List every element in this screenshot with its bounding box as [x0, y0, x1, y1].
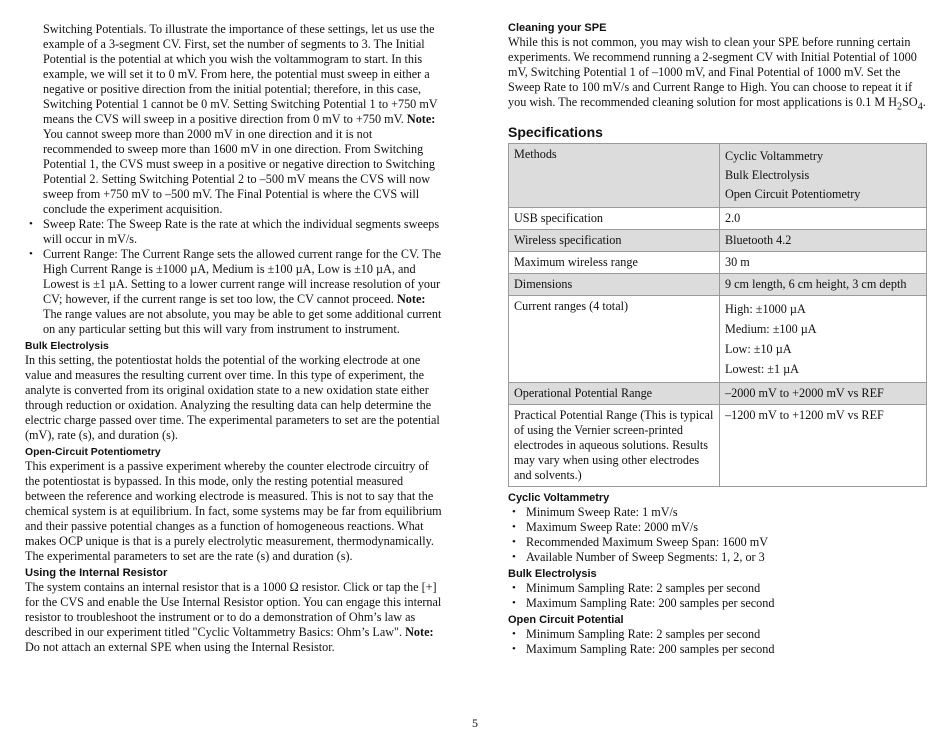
page-number: 5: [472, 716, 478, 730]
switching-potentials-paragraph: Switching Potentials. To illustrate the importance of these settings, let us use the example of a 3-segment CV. First, set the number of segments to 3. The Initial Potential is the potential at which you wish the voltammogram to start. In this example, we will set it to 0 mV. From here, the potential must sweep in either a negative or positive direction from the initial potential; therefore, in this case, Switching Potential 1 cannot be 0 mV. Setting Switching Potential 1 to +750 mV means the CVS will sweep in a positive direction from 0 mV to +750 mV. Note: You cannot sweep more than 2000 mV in one direction and it is not recommended to sweep more than 1600 mV in one direction. From Switching Potential 1, the CVS must sweep in a positive or negative direction to Switching Potential 2. Setting Switching Potential 2 to –500 mV means the CVS will now sweep from +750 mV to –500 mV. The Final Potential is where the CVS will conclude the experiment acquisition.: [43, 22, 438, 216]
be-spec-heading: Bulk Electrolysis: [508, 568, 597, 581]
ocp-heading: Open-Circuit Potentiometry: [25, 447, 161, 458]
bulk-electrolysis-paragraph: In this setting, the potentiostat holds the potential of the working electrode at one value and measures the resulting current over time. In this type of experiment, the analyte is converted from its original oxidation state to a new oxidation state either through reduction or oxidation. Analyzing the resulting data can help determine the electric charge passed over time. The experimental parameters to set are the potential (mV), rate (s), and duration (s).: [25, 353, 440, 442]
table-row: Wireless specification Bluetooth 4.2: [509, 230, 927, 252]
be-spec-list: [508, 581, 926, 611]
table-row: USB specification 2.0: [509, 208, 927, 230]
list-item: • Minimum Sweep Rate: 1 mV/s: [508, 505, 926, 520]
table-row: Dimensions 9 cm length, 6 cm height, 3 cm depth: [509, 274, 927, 296]
table-row: Current ranges (4 total) High: ±1000 µA Medium: ±100 µA Low: ±10 µA Lowest: ±1 µA: [509, 296, 927, 383]
right-column: [508, 22, 926, 657]
left-column: [25, 22, 443, 655]
table-row: Practical Potential Range (This is typical of using the Vernier screen-printed electrodes in aqueous solutions. Results may vary when using other electrodes and solvents.) –1200 mV to +1200 mV vs REF: [509, 405, 927, 487]
cv-spec-list: [508, 505, 926, 565]
list-item: • Sweep Rate: The Sweep Rate is the rate at which the individual segments sweeps will occur in mV/s.: [25, 217, 443, 247]
oc-spec-list: [508, 627, 926, 657]
specifications-table: [508, 143, 927, 487]
list-item: • Maximum Sampling Rate: 200 samples per second: [508, 642, 926, 657]
ocp-paragraph: This experiment is a passive experiment whereby the counter electrode circuitry of the potentiostat is bypassed. In this mode, only the resting potential measured between the reference and working electrode is measured. This is not to say that the chemical system is at equilibrium. In fact, some systems may be far from equilibrium and their passive potential changes as a function of homogeneous reactions. What makes OCP unique is that is a purely electrolytic measurement, thermodynamically. The experimental parameters to set are the rate (s) and duration (s).: [25, 459, 442, 563]
internal-resistor-heading: Using the Internal Resistor: [25, 567, 168, 579]
list-item: • Current Range: The Current Range sets the allowed current range for the CV. The High Current Range is ±1000 µA, Medium is ±100 µA, Low is ±10 µA, and Lowest is ±1 µA. Setting to a lower current range will increase resolution of your CV; however, if the current range is set too low, the CV cannot proceed. Note: The range values are not absolute, you may be able to get some additional current on any particular setting but this will vary from instrument to instrument.: [25, 247, 443, 337]
cleaning-heading: Cleaning your SPE: [508, 22, 607, 34]
list-item: • Available Number of Sweep Segments: 1, 2, or 3: [508, 550, 926, 565]
list-item: • Maximum Sweep Rate: 2000 mV/s: [508, 520, 926, 535]
oc-spec-heading: Open Circuit Potential: [508, 614, 624, 627]
cv-spec-heading: Cyclic Voltammetry: [508, 492, 610, 505]
cv-parameter-list: [25, 217, 443, 337]
list-item: • Maximum Sampling Rate: 200 samples per second: [508, 596, 926, 611]
internal-resistor-paragraph: The system contains an internal resistor that is a 1000 Ω resistor. Click or tap the [+] for the CVS and enable the Use Internal Resistor option. You can engage this internal resistor to troubleshoot the instrument or to do a demonstration of Ohm’s law as described in our experiment titled "Cyclic Voltammetry Basics: Ohm’s Law". Note: Do not attach an external SPE when using the Internal Resistor.: [25, 580, 442, 654]
table-row: Methods Cyclic Voltammetry Bulk Electrolysis Open Circuit Potentiometry: [509, 144, 927, 208]
table-row: Operational Potential Range –2000 mV to +2000 mV vs REF: [509, 383, 927, 405]
cleaning-paragraph: While this is not common, you may wish to clean your SPE before running certain experiments. We recommend running a 2-segment CV with Initial Potential of 1000 mV, Switching Potential 1 of –1000 mV, and Final Potential of 1000 mV. Set the Sweep Rate to 100 mV/s and Current Range to High. You can choose to repeat it if you wish. The recommended cleaning solution for most applications is 0.1 M $H_2SO_4$.: [508, 35, 926, 113]
list-item: • Minimum Sampling Rate: 2 samples per second: [508, 581, 926, 596]
table-row: Maximum wireless range 30 m: [509, 252, 927, 274]
bulk-electrolysis-heading: Bulk Electrolysis: [25, 341, 109, 352]
specifications-heading: Specifications: [508, 124, 603, 141]
list-item: • Minimum Sampling Rate: 2 samples per second: [508, 627, 926, 642]
list-item: • Recommended Maximum Sweep Span: 1600 mV: [508, 535, 926, 550]
